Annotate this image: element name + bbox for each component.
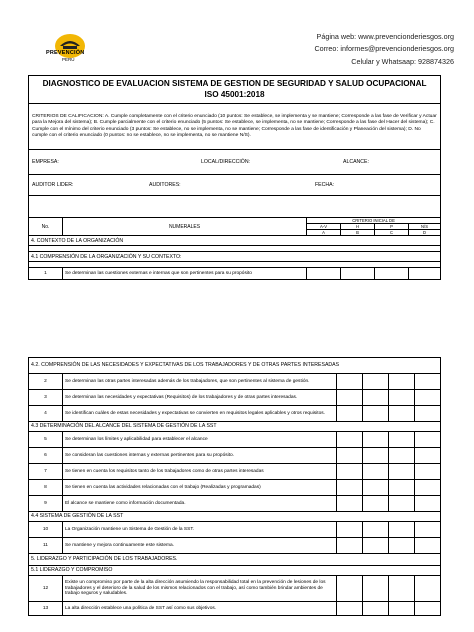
- score-cell[interactable]: [337, 522, 363, 538]
- company-logo: [30, 28, 110, 68]
- score-cell[interactable]: [337, 406, 363, 422]
- field-local: LOCAL/DIRECCIÓN:: [201, 159, 251, 166]
- col-letter-d: D: [409, 230, 441, 236]
- table-row: [29, 576, 441, 602]
- score-cell[interactable]: [389, 432, 415, 448]
- score-cell[interactable]: [341, 268, 375, 280]
- row-text: Se tienen en cuenta las actividades relacionadas con el trabajo (Realizadas y programadas): [63, 480, 337, 496]
- row-text: Se determinan los límites y aplicabilidad para establecer el alcance: [63, 432, 337, 448]
- diagnostic-form-top: [28, 75, 441, 280]
- subsection-title: 5.1 LIDERAZGO Y COMPROMISO: [29, 566, 441, 576]
- score-cell[interactable]: [337, 602, 363, 616]
- col-sub-h: H: [341, 224, 375, 230]
- score-cell[interactable]: [337, 432, 363, 448]
- score-cell[interactable]: [415, 576, 441, 602]
- score-cell[interactable]: [415, 496, 441, 512]
- row-text: La alta dirección establece una política de SST así como sus objetivos.: [63, 602, 337, 616]
- row-number: 11: [29, 538, 63, 554]
- score-cell[interactable]: [307, 268, 341, 280]
- score-cell[interactable]: [389, 406, 415, 422]
- score-cell[interactable]: [389, 390, 415, 406]
- logo-text-bottom: PERÚ: [62, 57, 75, 62]
- field-alcance: ALCANCE:: [343, 159, 369, 166]
- contact-web: Página web: www.prevencionderiesgos.org: [316, 32, 454, 41]
- table-row: [29, 602, 441, 616]
- table-row: [29, 522, 441, 538]
- col-letter-c: C: [375, 230, 409, 236]
- row-number: 8: [29, 480, 63, 496]
- field-empresa: EMPRESA:: [32, 159, 59, 166]
- row-number: 3: [29, 390, 63, 406]
- logo-text-top: PREVENCIÓN: [46, 50, 85, 56]
- section-title: 4. CONTEXTO DE LA ORGANIZACIÓN: [29, 236, 441, 246]
- table-row: [29, 374, 441, 390]
- row-text: Se determinan las otras partes interesadas además de los trabajadores, que son pertinentes al sistema de gestión.: [63, 374, 337, 390]
- score-cell[interactable]: [415, 374, 441, 390]
- row-number: 10: [29, 522, 63, 538]
- score-cell[interactable]: [363, 464, 389, 480]
- row-text: Se tienen en cuenta los requisitos tanto de los trabajadores como de otras partes interesadas: [63, 464, 337, 480]
- score-cell[interactable]: [389, 464, 415, 480]
- score-cell[interactable]: [415, 522, 441, 538]
- score-cell[interactable]: [415, 538, 441, 554]
- table-row: [29, 432, 441, 448]
- score-cell[interactable]: [415, 480, 441, 496]
- score-cell[interactable]: [337, 464, 363, 480]
- subsection-title: 4.1 COMPRENSIÓN DE LA ORGANIZACIÓN Y SU CONTEXTO:: [29, 252, 441, 262]
- subsection-title: 4.3 DETERMINACIÓN DEL ALCANCE DEL SISTEMA DE GESTIÓN DE LA SST: [29, 422, 441, 432]
- score-cell[interactable]: [363, 448, 389, 464]
- row-text: La Organización mantiene un Sistema de Gestión de la SST.: [63, 522, 337, 538]
- col-criterio-header: CRITERIO INICIAL DE: [307, 218, 441, 224]
- col-sub-av: A-V: [307, 224, 341, 230]
- subsection-title: 4.2. COMPRENSIÓN DE LAS NECESIDADES Y EXPECTATIVAS DE LOS TRABAJADORES Y DE OTRAS PARTES INTERESADAS: [29, 358, 441, 374]
- table-row: [29, 464, 441, 480]
- field-fecha: FECHA:: [315, 182, 335, 189]
- score-cell[interactable]: [375, 268, 409, 280]
- table-row: [29, 268, 441, 280]
- table-row: [29, 480, 441, 496]
- score-cell[interactable]: [363, 406, 389, 422]
- score-cell[interactable]: [409, 268, 441, 280]
- col-letter-a: A: [307, 230, 341, 236]
- subsection-title: 4.4 SISTEMA DE GESTIÓN DE LA SST: [29, 512, 441, 522]
- field-auditores: AUDITORES:: [149, 182, 181, 189]
- score-cell[interactable]: [337, 576, 363, 602]
- row-number: 4: [29, 406, 63, 422]
- score-cell[interactable]: [363, 538, 389, 554]
- score-cell[interactable]: [415, 602, 441, 616]
- score-cell[interactable]: [337, 538, 363, 554]
- row-text: Se mantiene y mejora continuamente este sistema.: [63, 538, 337, 554]
- table-row: [29, 496, 441, 512]
- score-cell[interactable]: [389, 374, 415, 390]
- score-cell[interactable]: [415, 464, 441, 480]
- score-cell[interactable]: [363, 480, 389, 496]
- score-cell[interactable]: [363, 602, 389, 616]
- score-cell[interactable]: [337, 374, 363, 390]
- row-number: 7: [29, 464, 63, 480]
- score-cell[interactable]: [337, 390, 363, 406]
- score-cell[interactable]: [363, 576, 389, 602]
- score-cell[interactable]: [415, 390, 441, 406]
- score-cell[interactable]: [363, 496, 389, 512]
- table-row: [29, 390, 441, 406]
- score-cell[interactable]: [389, 522, 415, 538]
- table-row: [29, 406, 441, 422]
- score-cell[interactable]: [389, 480, 415, 496]
- score-cell[interactable]: [415, 432, 441, 448]
- col-no-header: No.: [29, 218, 63, 236]
- blank-row: [29, 196, 441, 218]
- score-cell[interactable]: [389, 448, 415, 464]
- row-number: 13: [29, 602, 63, 616]
- table-row: [29, 448, 441, 464]
- score-cell[interactable]: [363, 522, 389, 538]
- row-number: 5: [29, 432, 63, 448]
- score-cell[interactable]: [337, 480, 363, 496]
- score-cell[interactable]: [389, 496, 415, 512]
- score-cell[interactable]: [389, 538, 415, 554]
- row-text: Se consideran las cuestiones internas y externas pertinentes para su propósito.: [63, 448, 337, 464]
- row-number: 6: [29, 448, 63, 464]
- score-cell[interactable]: [363, 374, 389, 390]
- score-cell[interactable]: [363, 432, 389, 448]
- score-cell[interactable]: [389, 576, 415, 602]
- col-letter-b: B: [341, 230, 375, 236]
- col-numerales-header: NUMERALES: [63, 218, 307, 236]
- score-cell[interactable]: [415, 406, 441, 422]
- page-title: DIAGNOSTICO DE EVALUACION SISTEMA DE GESTION DE SEGURIDAD Y SALUD OCUPACIONAL ISO 45001:2018: [29, 76, 441, 104]
- score-cell[interactable]: [363, 390, 389, 406]
- col-sub-p: P: [375, 224, 409, 230]
- row-number: 1: [29, 268, 63, 280]
- section-title: 5. LIDERAZGO Y PARTICIPACIÓN DE LOS TRABAJADORES.: [29, 554, 441, 566]
- score-cell[interactable]: [337, 448, 363, 464]
- score-cell[interactable]: [337, 496, 363, 512]
- score-cell[interactable]: [389, 602, 415, 616]
- col-sub-ns: N/S: [409, 224, 441, 230]
- row-text: El alcance se mantiene como información documentada.: [63, 496, 337, 512]
- contact-email: Correo: informes@prevencionderiesgos.org: [314, 44, 454, 53]
- criteria-text: CRITERIOS DE CALIFICACION: A. Cumple completamente con el criterio enunciado (10 puntos: Se establece, se implementa y se mantiene; Corresponde a las fase de Verificar y Actuar para la Mejora del sistema); B. Cumple parcialmente con el criterio enunciado (5 puntos: Se establece, se implementa, no se mantiene; Corresponde a las fase del Hacer del sistema); C. Cumple con el mínimo del criterio enunciado (3 puntos: Se establece, no se implementa, no se mantiene; Corresponde a las fase de identificación y Planeación del sistema); D. No cumple con el criterio enunciado (0 puntos: no se establece, no se implementa, no se mantiene N/S).: [29, 104, 441, 150]
- row-text: Se determinan las necesidades y expectativas (Requisitos) de los trabajadores y de otras partes interesadas.: [63, 390, 337, 406]
- row-number: 2: [29, 374, 63, 390]
- score-cell[interactable]: [415, 448, 441, 464]
- diagnostic-form-bottom: [28, 357, 441, 616]
- row-text: Existe un compromiso por parte de la alta dirección asumiendo la responsabilidad total en la prevención de lesiones de los trabajadores y el deterioro de la salud de los mismos relacionados con el trabajo, así como también brindar ambientes de trabajo seguros y saludables.: [63, 576, 337, 602]
- table-row: [29, 538, 441, 554]
- row-text: Se determinan las cuestiones externas e internas que son pertinentes para su propósito: [63, 268, 307, 280]
- contact-phone: Celular y Whatsaap: 928874326: [351, 57, 454, 66]
- row-number: 9: [29, 496, 63, 512]
- field-auditor-lider: AUDITOR LIDER:: [32, 182, 74, 189]
- row-text: Se identifican cuáles de estas necesidades y expectativas se convierten en requisitos legales aplicables y otros requisitos.: [63, 406, 337, 422]
- row-number: 12: [29, 576, 63, 602]
